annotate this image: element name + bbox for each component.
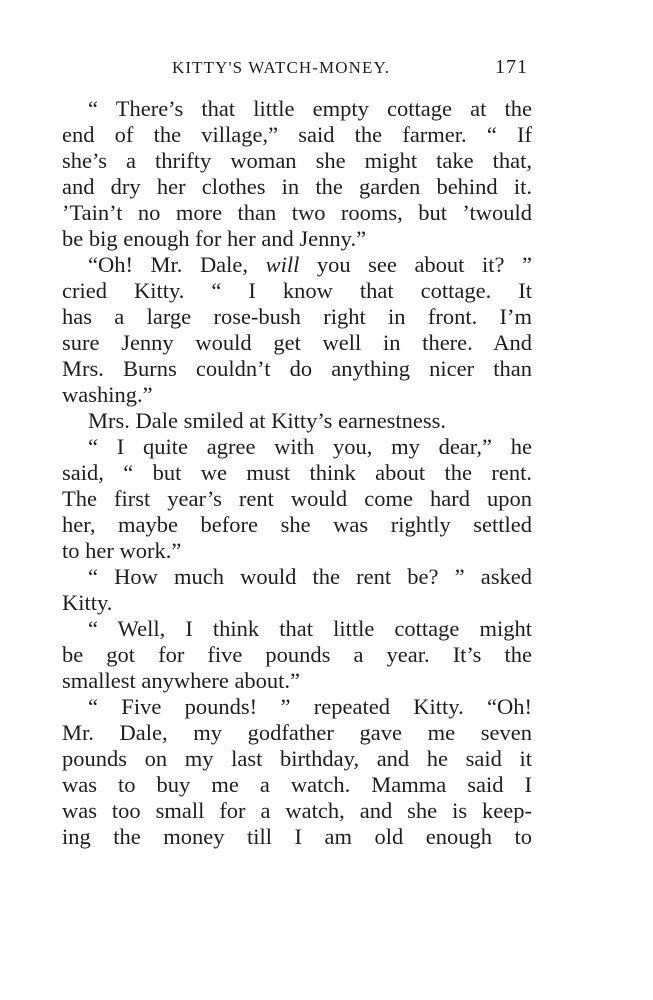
text-segment: you see about it? ”	[299, 252, 532, 277]
chapter-running-title: KITTY'S WATCH-MONEY.	[172, 58, 391, 77]
text-line: be got for five pounds a year. It’s the	[62, 642, 532, 667]
text-line: The first year’s rent would come hard upon	[62, 486, 532, 511]
text-line: “ Well, I think that little cottage might	[88, 616, 532, 641]
text-line: Mrs. Burns couldn’t do anything nicer than	[62, 356, 532, 381]
text-line: washing.”	[62, 382, 153, 407]
text-line: pounds on my last birthday, and he said it	[62, 746, 532, 771]
text-line: smallest anywhere about.”	[62, 668, 301, 693]
emphasized-word: will	[265, 252, 300, 277]
text-line: to her work.”	[62, 538, 182, 563]
text-line: ing the money till I am old enough to	[62, 824, 532, 849]
text-line: has a large rose-bush right in front. I’m	[62, 304, 532, 329]
text-line: ’Tain’t no more than two rooms, but ’twould	[62, 200, 532, 225]
text-line: sure Jenny would get well in there. And	[62, 330, 532, 355]
text-line: be big enough for her and Jenny.”	[62, 226, 367, 251]
text-line: cried Kitty. “ I know that cottage. It	[62, 278, 532, 303]
text-line: “ I quite agree with you, my dear,” he	[88, 434, 532, 459]
text-line	[62, 252, 532, 278]
text-line: “ How much would the rent be? ” asked	[88, 564, 532, 589]
text-line: was to buy me a watch. Mamma said I	[62, 772, 532, 797]
text-line: Kitty.	[62, 590, 113, 615]
page-number: 171	[495, 56, 528, 78]
text-line: said, “ but we must think about the rent.	[62, 460, 532, 485]
text-line: and dry her clothes in the garden behind it.	[62, 174, 532, 199]
text-line: her, maybe before she was rightly settled	[62, 512, 532, 537]
text-segment: “Oh! Mr. Dale,	[88, 252, 266, 277]
text-line: was too small for a watch, and she is keep-	[62, 798, 532, 823]
text-line: Mrs. Dale smiled at Kitty’s earnestness.	[88, 408, 447, 433]
running-head	[172, 58, 532, 82]
text-line: end of the village,” said the farmer. “ If	[62, 122, 532, 147]
body-text	[62, 96, 532, 850]
text-line: “ There’s that little empty cottage at the	[88, 96, 532, 121]
text-line: “ Five pounds! ” repeated Kitty. “Oh!	[88, 694, 532, 719]
text-line: Mr. Dale, my godfather gave me seven	[62, 720, 532, 745]
text-line: she’s a thrifty woman she might take that,	[62, 148, 532, 173]
